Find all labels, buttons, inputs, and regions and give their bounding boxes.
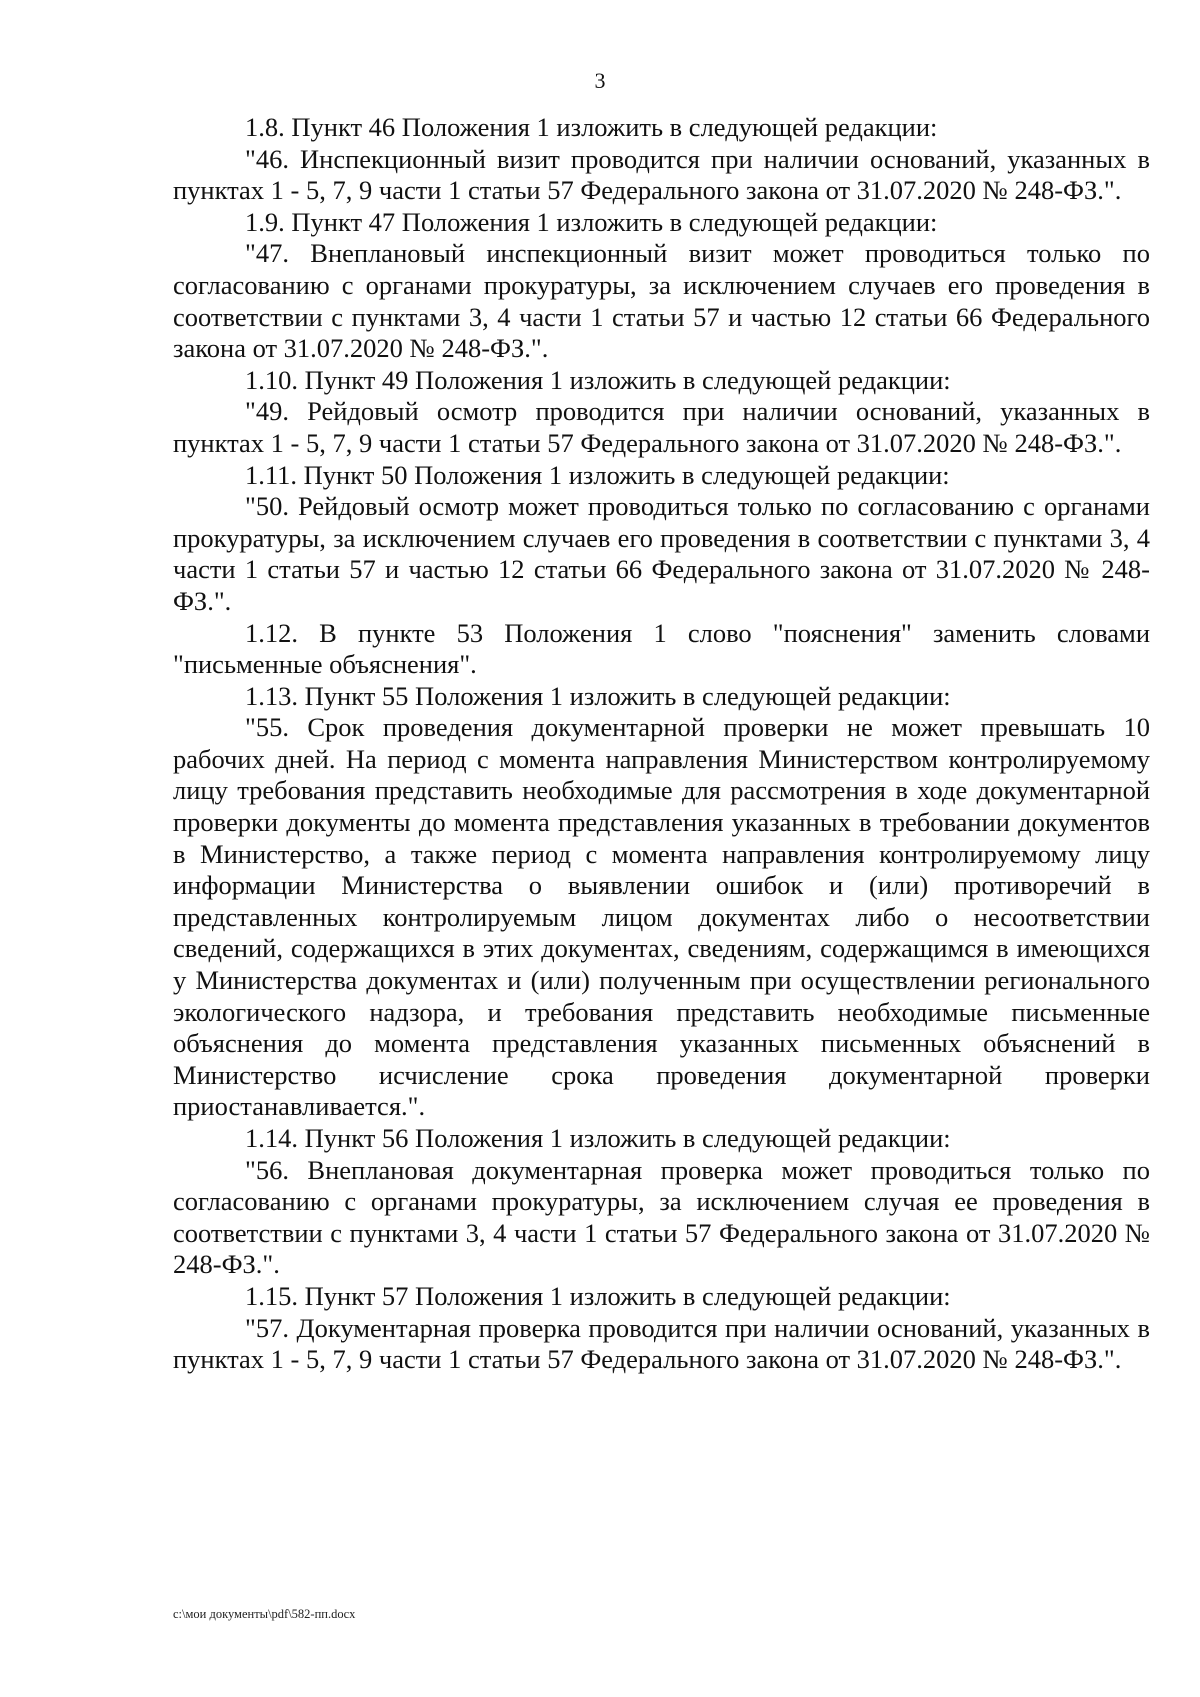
document-body bbox=[173, 112, 1150, 1376]
page-number: 3 bbox=[594, 68, 606, 93]
paragraph-55-text: "55. Срок проведения документарной проверки не может превышать 10 рабочих дней. На период с момента направления Министерством контролируемому лицу требования представить необходимые для рассмотрения в ходе документарной проверки документы до момента представления указанных в требовании документов в Министерство, а также период с момента направления контролируемому лицу информации Министерства о выявлении ошибок и (или) противоречий в представленных контролируемым лицом документах либо о несоответствии сведений, содержащихся в этих документах, сведениям, содержащимся в имеющихся у Министерства документах и (или) полученным при осуществлении регионального экологического надзора, и требования представить необходимые письменные объяснения до момента представления указанных письменных объяснений в Министерство исчисление срока проведения документарной проверки приостанавливается.". bbox=[173, 712, 1150, 1122]
paragraph-1-12: 1.12. В пункте 53 Положения 1 слово "пояснения" заменить словами "письменные объяснения". bbox=[173, 617, 1150, 680]
paragraph-50-text: "50. Рейдовый осмотр может проводиться только по согласованию с органами прокуратуры, за исключением случаев его проведения в соответствии с пунктами 3, 4 части 1 статьи 57 и частью 12 статьи 66 Федерального закона от 31.07.2020 № 248-ФЗ.". bbox=[173, 491, 1150, 616]
paragraph-1-13: 1.13. Пункт 55 Положения 1 изложить в следующей редакции: bbox=[245, 680, 951, 711]
paragraph-1-9: 1.9. Пункт 47 Положения 1 изложить в следующей редакции: bbox=[245, 206, 938, 237]
paragraph-57-text: "57. Документарная проверка проводится при наличии оснований, указанных в пунктах 1 - 5, 7, 9 части 1 статьи 57 Федерального закона от 31.07.2020 № 248-ФЗ.". bbox=[173, 1312, 1150, 1375]
paragraph-47-text: "47. Внеплановый инспекционный визит может проводиться только по согласованию с органами прокуратуры, за исключением случаев его проведения в соответствии с пунктами 3, 4 части 1 статьи 57 и частью 12 статьи 66 Федерального закона от 31.07.2020 № 248-ФЗ.". bbox=[173, 238, 1150, 364]
paragraph-46-text: "46. Инспекционный визит проводится при наличии оснований, указанных в пунктах 1 - 5, 7, 9 части 1 статьи 57 Федерального закона от 31.07.2020 № 248-ФЗ.". bbox=[173, 143, 1150, 206]
paragraph-1-8: 1.8. Пункт 46 Положения 1 изложить в следующей редакции: bbox=[245, 112, 938, 142]
paragraph-1-14: 1.14. Пункт 56 Положения 1 изложить в следующей редакции: bbox=[245, 1123, 951, 1153]
paragraph-56-text: "56. Внеплановая документарная проверка может проводиться только по согласованию с органами прокуратуры, за исключением случая ее проведения в соответствии с пунктами 3, 4 части 1 статьи 57 Федерального закона от 31.07.2020 № 248-ФЗ.". bbox=[173, 1154, 1150, 1280]
footer-file-path: c:\мои документы\pdf\582-пп.docx bbox=[173, 1607, 356, 1621]
paragraph-1-11: 1.11. Пункт 50 Положения 1 изложить в следующей редакции: bbox=[245, 459, 950, 490]
paragraph-49-text: "49. Рейдовый осмотр проводится при наличии оснований, указанных в пунктах 1 - 5, 7, 9 части 1 статьи 57 Федерального закона от 31.07.2020 № 248-ФЗ.". bbox=[173, 396, 1150, 458]
paragraph-1-10: 1.10. Пункт 49 Положения 1 изложить в следующей редакции: bbox=[245, 364, 951, 395]
paragraph-1-15: 1.15. Пункт 57 Положения 1 изложить в следующей редакции: bbox=[245, 1280, 951, 1311]
